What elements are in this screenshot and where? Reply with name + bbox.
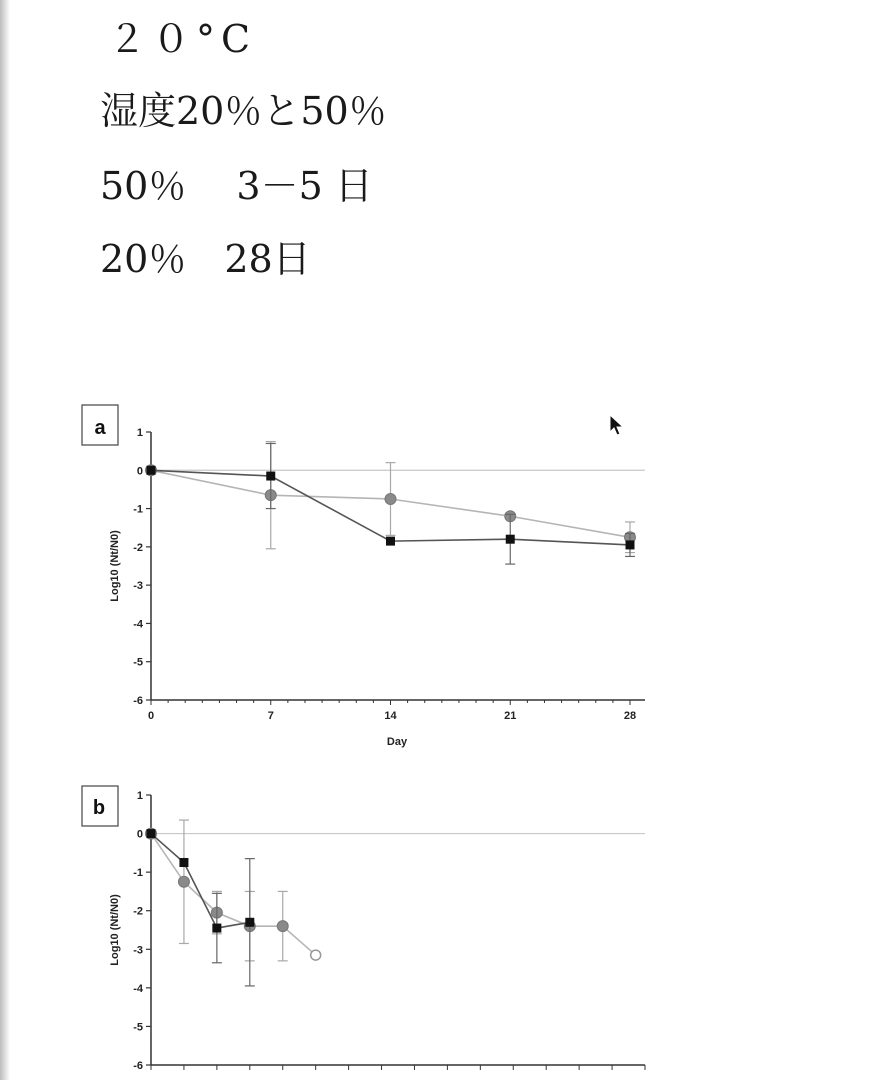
y-tick-label: -6	[133, 1060, 143, 1072]
data-point	[277, 921, 288, 932]
data-point	[178, 876, 189, 887]
data-point	[212, 924, 221, 933]
chart-panel-a	[82, 405, 645, 748]
y-tick-label: -3	[133, 944, 143, 957]
y-tick-label: -1	[133, 503, 143, 516]
x-tick-label: 21	[504, 710, 517, 722]
series-gray	[146, 442, 636, 553]
x-axis-title: Day	[386, 736, 408, 748]
chart-panel-b	[82, 786, 645, 1072]
x-tick-label: 0	[147, 710, 155, 722]
x-tick-label: 7	[267, 710, 274, 722]
y-tick-label: 0	[136, 828, 143, 841]
note-temperature: ２０°C	[108, 17, 257, 61]
x-tick-label: 28	[623, 710, 637, 722]
data-point	[386, 537, 395, 546]
series-gray	[146, 820, 321, 961]
data-point	[506, 535, 515, 544]
data-point	[147, 466, 156, 475]
panel-label: b	[92, 797, 106, 819]
panel-label: a	[94, 417, 106, 439]
data-point	[147, 829, 156, 838]
y-tick-label: 0	[136, 465, 143, 478]
y-axis-title: Log10 (Nt/N0)	[109, 530, 121, 602]
y-tick-label: 1	[136, 790, 143, 802]
y-tick-label: 1	[136, 427, 143, 439]
y-tick-label: -4	[133, 618, 143, 631]
y-axis-title: Log10 (Nt/N0)	[109, 894, 121, 966]
note-20-percent: 20％ 28日	[100, 237, 311, 281]
y-tick-label: -5	[133, 656, 143, 669]
y-tick-label: -4	[133, 982, 143, 995]
data-point	[311, 950, 321, 960]
data-point	[266, 472, 275, 481]
data-point	[626, 540, 635, 549]
data-point	[179, 858, 188, 867]
data-point	[385, 494, 396, 505]
x-tick-label: 14	[384, 710, 397, 722]
note-humidity: 湿度20％と50％	[100, 89, 387, 133]
y-tick-label: -1	[133, 867, 143, 880]
mouse-cursor-icon	[609, 414, 625, 438]
data-point	[245, 918, 254, 927]
series-line	[151, 834, 316, 956]
y-tick-label: -6	[133, 695, 143, 707]
y-tick-label: -2	[133, 905, 143, 918]
y-tick-label: -2	[133, 541, 143, 554]
series-black	[147, 829, 255, 986]
y-tick-label: -3	[133, 580, 143, 593]
y-tick-label: -5	[133, 1021, 143, 1034]
note-50-percent: 50％ 3－5 日	[100, 164, 373, 208]
series-line	[151, 834, 250, 929]
